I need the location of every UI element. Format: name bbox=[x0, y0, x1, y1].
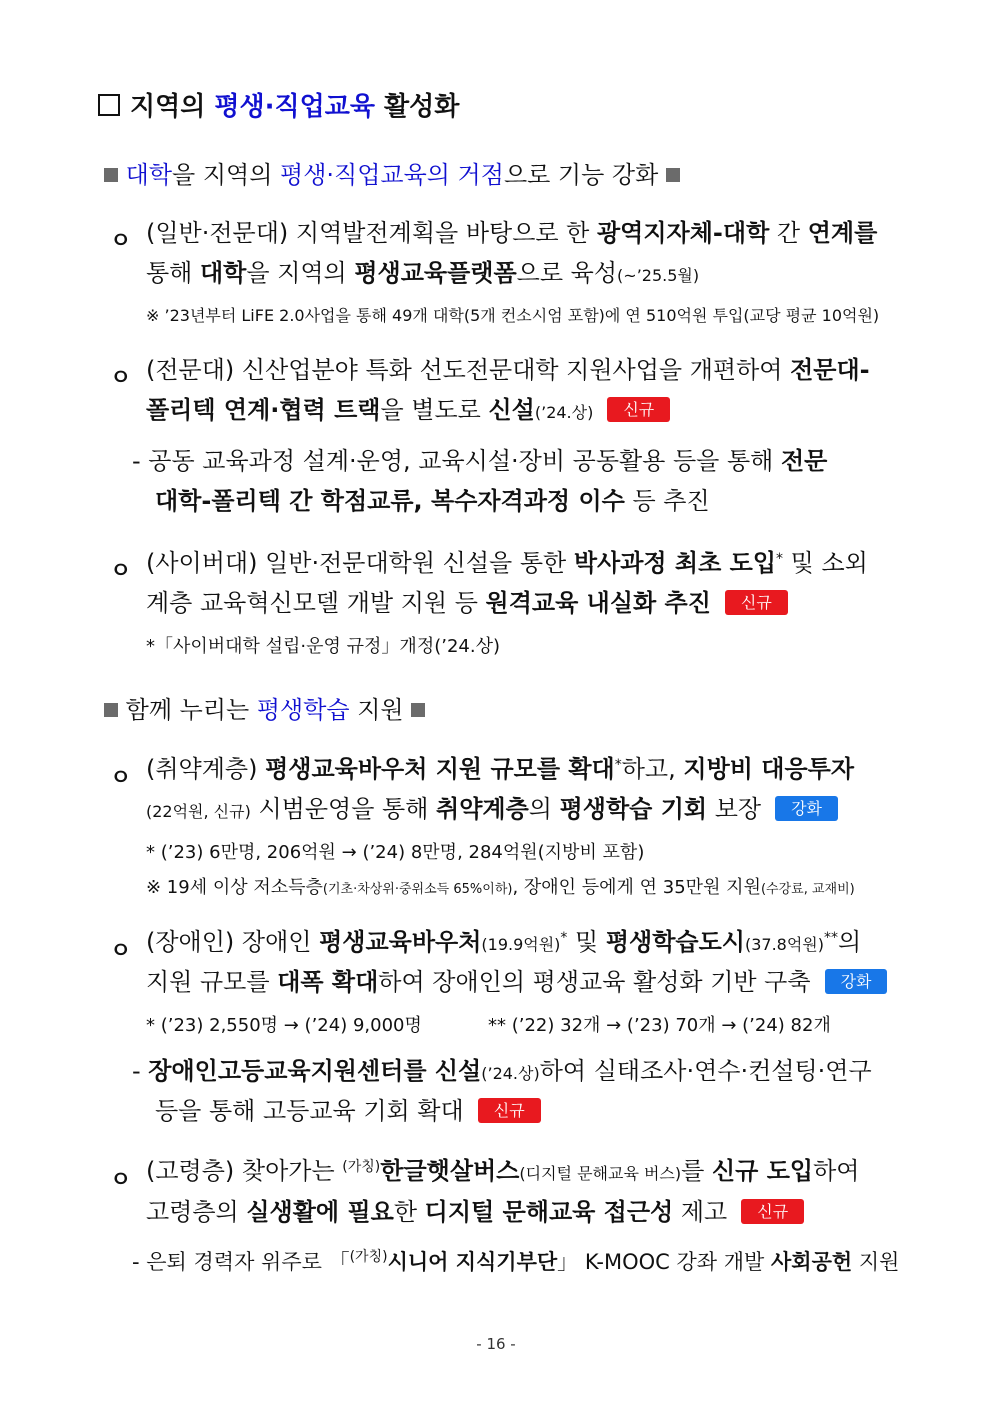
item2-dash-line1: - 공동 교육과정 설계·운영, 교육시설·장비 공동활용 등을 통해 전문 bbox=[132, 447, 828, 475]
item2-line2: 폴리텍 연계·협력 트랙을 별도로 신설(’24.상) 신규 bbox=[146, 396, 670, 425]
gray-square-icon bbox=[666, 168, 680, 182]
item4-note1: * (’23) 6만명, 206억원 → (’24) 8만명, 284억원(지방비 포함) bbox=[146, 842, 645, 863]
bullet-circle-icon: ㅇ bbox=[110, 939, 132, 964]
gray-square-icon bbox=[104, 168, 118, 182]
checkbox-square-icon bbox=[98, 94, 120, 116]
bullet-circle-icon: ㅇ bbox=[110, 766, 132, 791]
item1-line2: 통해 대학을 지역의 평생교육플랫폼으로 육성(~’25.5월) bbox=[146, 259, 700, 287]
subheading-lifelong-learning: 함께 누리는 평생학습 지원 bbox=[104, 696, 425, 725]
subheading-university: 대학을 지역의 평생·직업교육의 거점으로 기능 강화 bbox=[104, 161, 680, 190]
gray-square-icon bbox=[411, 703, 425, 717]
item1-line1: (일반·전문대) 지역발전계획을 바탕으로 한 광역지자체-대학 간 연계를 bbox=[146, 219, 878, 247]
bullet-circle-icon: ㅇ bbox=[110, 366, 132, 391]
new-badge: 신규 bbox=[725, 590, 788, 615]
bullet-circle-icon: ㅇ bbox=[110, 559, 132, 584]
item6-line1: (고령층) 찾아가는 $^{(가칭)}$한글햇살버스(디지털 문해교육 버스)를 신규 도입하여 bbox=[146, 1157, 860, 1185]
new-badge: 신규 bbox=[478, 1098, 541, 1123]
item6-line2: 고령층의 실생활에 필요한 디지털 문해교육 접근성 제고 신규 bbox=[146, 1198, 804, 1227]
section-heading: 지역의 평생·직업교육 활성화 bbox=[98, 92, 459, 123]
item1-note: ※ ’23년부터 LiFE 2.0사업을 통해 49개 대학(5개 컨소시엄 포함)에 연 510억원 투입(교당 평균 10억원) bbox=[146, 306, 880, 325]
item5-note-a: * (’23) 2,550명 → (’24) 9,000명 bbox=[146, 1015, 422, 1036]
item5-note-b: ** (’22) 32개 → (’23) 70개 → (’24) 82개 bbox=[488, 1015, 831, 1036]
bullet-circle-icon: ㅇ bbox=[110, 1168, 132, 1193]
item5-line1: (장애인) 장애인 평생교육바우처(19.9억원)* 및 평생학습도시(37.8억원)**의 bbox=[146, 928, 862, 956]
strengthen-badge: 강화 bbox=[775, 796, 838, 821]
item2-line1: (전문대) 신산업분야 특화 선도전문대학 지원사업을 개편하여 전문대- bbox=[146, 356, 870, 384]
item3-line2: 계층 교육혁신모델 개발 지원 등 원격교육 내실화 추진 신규 bbox=[146, 589, 788, 618]
page-number: - 16 - bbox=[476, 1335, 516, 1353]
strengthen-badge: 강화 bbox=[825, 969, 888, 994]
new-badge: 신규 bbox=[607, 397, 670, 422]
item4-line2: (22억원, 신규) 시범운영을 통해 취약계층의 평생학습 기회 보장 강화 bbox=[146, 795, 838, 824]
item4-note2: ※ 19세 이상 저소득층(기초·차상위·중위소득 65%이하), 장애인 등에게 연 35만원 지원(수강료, 교재비) bbox=[146, 877, 855, 898]
gray-square-icon bbox=[104, 703, 118, 717]
item5-dash-line1: - 장애인고등교육지원센터를 신설(’24.상)하여 실태조사·연수·컨설팅·연구 bbox=[132, 1057, 872, 1085]
item3-note: *「사이버대학 설립·운영 규정」개정(’24.상) bbox=[146, 636, 500, 657]
item4-line1: (취약계층) 평생교육바우처 지원 규모를 확대*하고, 지방비 대응투자 bbox=[146, 755, 855, 783]
item5-line2: 지원 규모를 대폭 확대하여 장애인의 평생교육 활성화 기반 구축 강화 bbox=[146, 968, 887, 997]
item3-line1: (사이버대) 일반·전문대학원 신설을 통한 박사과정 최초 도입* 및 소외 bbox=[146, 549, 868, 577]
item5-dash-line2: 등을 통해 고등교육 기회 확대 신규 bbox=[155, 1097, 541, 1126]
new-badge: 신규 bbox=[741, 1199, 804, 1224]
item6-dash-line: - 은퇴 경력자 위주로 「$^{(가칭)}$시니어 지식기부단」 K-MOOC 강좌 개발 사회공헌 지원 bbox=[132, 1249, 900, 1274]
item2-dash-line2: 대학-폴리텍 간 학점교류, 복수자격과정 이수 등 추진 bbox=[155, 487, 710, 515]
bullet-circle-icon: ㅇ bbox=[110, 229, 132, 254]
